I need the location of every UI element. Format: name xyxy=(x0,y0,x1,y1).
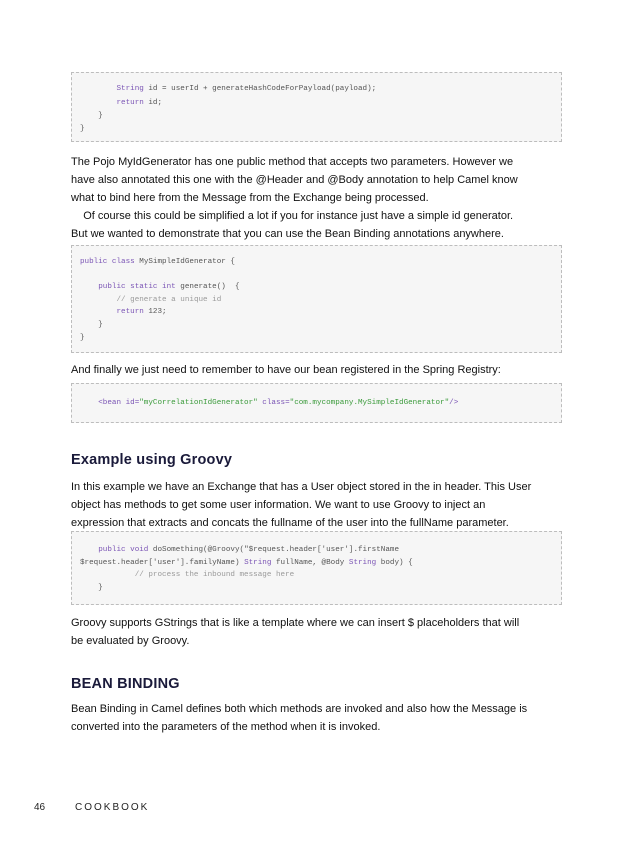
code-block-2 xyxy=(71,245,562,353)
text-line: Groovy supports GStrings that is like a template where we can insert $ placeholders that will xyxy=(71,617,520,629)
code-line: public static int generate() { xyxy=(98,283,240,291)
section-heading-bean-binding: BEAN BINDING xyxy=(71,676,180,692)
code-line: } xyxy=(80,584,103,592)
paragraph-spring-registry xyxy=(71,361,563,379)
text-line: object has methods to get some user information. We want to use Groovy to inject an xyxy=(71,499,486,511)
code-block-3 xyxy=(71,383,562,423)
code-block-1 xyxy=(71,72,562,142)
code-block-4 xyxy=(71,531,562,605)
code-line: public void doSomething(@Groovy("$request.header['user'].firstName xyxy=(98,546,400,554)
code-comment: // generate a unique id xyxy=(116,296,222,304)
text-line: be evaluated by Groovy. xyxy=(71,635,190,647)
text-line: Of course this could be simplified a lot if you for instance just have a simple id generator. xyxy=(71,210,514,222)
footer-section-label: COOKBOOK xyxy=(75,802,150,813)
code-line: return id; xyxy=(116,99,163,107)
paragraph-pojo-generator xyxy=(71,153,563,243)
text-line: expression that extracts and concats the fullname of the user into the fullName parameter. xyxy=(71,517,509,529)
code-line: } xyxy=(80,334,85,342)
text-line: But we wanted to demonstrate that you can use the Bean Binding annotations anywhere. xyxy=(71,228,504,240)
code-line: public class MySimpleIdGenerator { xyxy=(80,258,235,266)
code-line: } xyxy=(80,112,103,120)
paragraph-groovy-intro xyxy=(71,478,563,532)
paragraph-bean-binding xyxy=(71,700,563,736)
section-heading-groovy: Example using Groovy xyxy=(71,452,233,468)
text-line: And finally we just need to remember to have our bean registered in the Spring Registry: xyxy=(71,364,501,376)
code-line: return 123; xyxy=(116,308,167,316)
code-line: String id = userId + generateHashCodeForPayload(payload); xyxy=(116,85,377,93)
text-line: Bean Binding in Camel defines both which methods are invoked and also how the Message is xyxy=(71,703,528,715)
text-line: converted into the parameters of the method when it is invoked. xyxy=(71,721,381,733)
text-line: have also annotated this one with the @Header and @Body annotation to help Camel know xyxy=(71,174,518,186)
code-line: $request.header['user'].familyName) String fullName, @Body String body) { xyxy=(80,559,413,567)
text-line: The Pojo MyIdGenerator has one public method that accepts two parameters. However we xyxy=(71,156,514,168)
code-line: <bean id="myCorrelationIdGenerator" class="com.mycompany.MySimpleIdGenerator"/> xyxy=(98,399,459,407)
code-line: } xyxy=(80,321,103,329)
text-line: In this example we have an Exchange that has a User object stored in the in header. This User xyxy=(71,481,532,493)
page-number: 46 xyxy=(34,802,46,813)
paragraph-gstrings xyxy=(71,614,563,650)
text-line: what to bind here from the Message from the Exchange being processed. xyxy=(71,192,429,204)
code-comment: // process the inbound message here xyxy=(134,571,295,579)
code-line: } xyxy=(80,125,85,133)
